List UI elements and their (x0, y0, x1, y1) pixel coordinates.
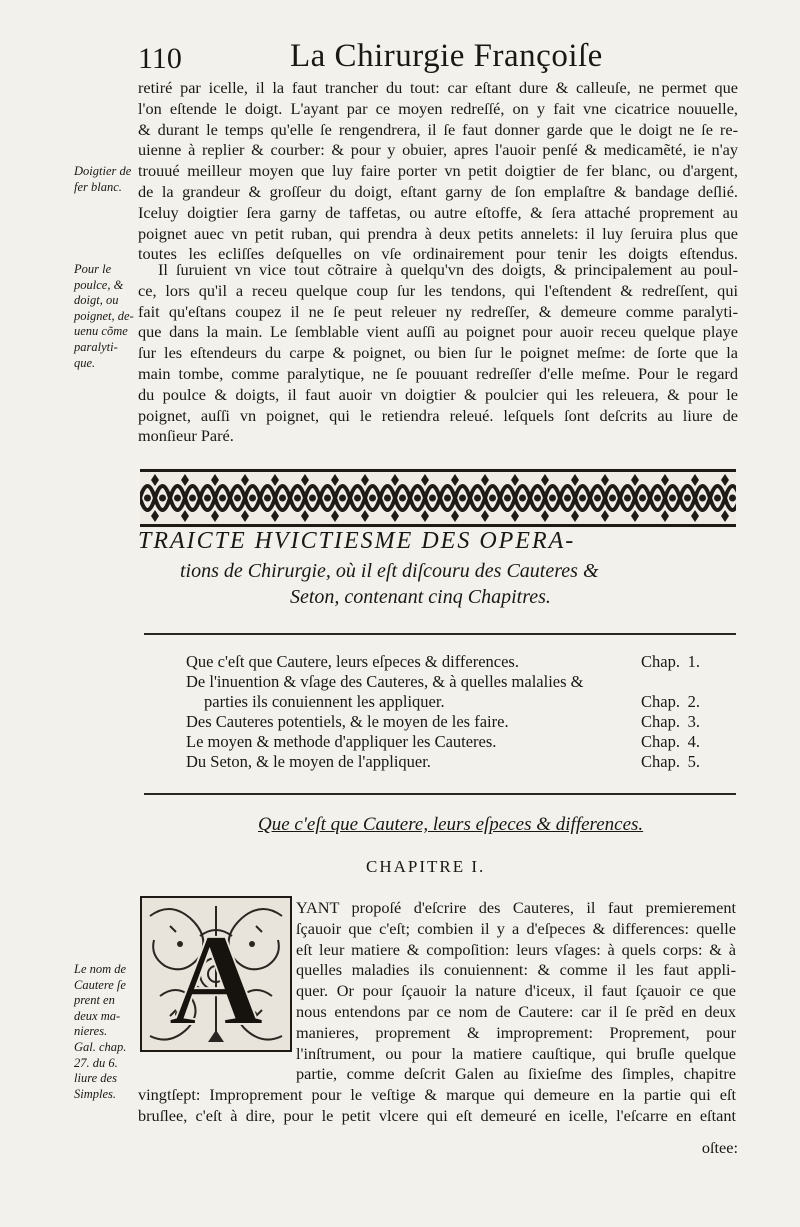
margin-note-line: fer blanc. (74, 179, 122, 194)
chapter-list-ref: Chap. 1. (641, 652, 700, 671)
divider-rule (144, 633, 736, 635)
text-line: du poulce & doigts, il faut auoir vn doigtier & poulcier qui les releuera, & pour le (138, 384, 738, 404)
chapter-list-item (186, 712, 716, 732)
text-line: bruſlee, c'eſt à dire, pour le petit vlcere qui eſt demeuré en icelle, l'eſcarre en eſtant (138, 1105, 736, 1125)
chapter-list-title: De l'inuention & vſage des Cauteres, & à quelles malalies & (186, 672, 584, 691)
treatise-title-line2: tions de Chirurgie, où il eſt diſcouru des Cauteres & (180, 560, 599, 582)
chapter-list-item (186, 672, 716, 692)
margin-note-line: que. (74, 355, 96, 370)
top-paragraph (138, 78, 738, 265)
text-line: partie, comme deſcrit Galen au ſixieſme des ſimples, chapitre (296, 1064, 736, 1084)
chapter-list-item (186, 752, 716, 772)
running-title: La Chirurgie Françoiſe (290, 38, 603, 74)
ornament-band (140, 468, 736, 528)
text-line: fait qu'eſtans coupez il ne ſe peut releuer ny redreſſer, & demeure comme paralyti- (138, 301, 738, 321)
chapter-list (186, 652, 716, 772)
margin-note-line: poignet, de- (74, 308, 134, 323)
chapter-list-title: Des Cauteres potentiels, & le moyen de les faire. (186, 712, 509, 731)
text-line: nous entendons par ce nom de Cautere: car il ſe prẽd en deux (296, 1001, 736, 1021)
margin-note-doigtier (74, 164, 134, 195)
chapter-list-title: Que c'eſt que Cautere, leurs eſpeces & differences. (186, 652, 519, 671)
catchword: oſtee: (701, 1138, 738, 1157)
chapter-list-ref: Chap. 2. (641, 692, 700, 711)
text-line: Il ſuruient vn vice tout cõtraire à quelqu'vn des doigts, & principalement au poul- (158, 260, 738, 279)
margin-note-line: Le nom de (74, 962, 127, 976)
text-line: ſçauoir que c'eſt; combien il y a d'eſpeces & differences: quelle (296, 918, 736, 938)
margin-note-cautere (74, 962, 134, 1102)
chapter-intro (296, 898, 736, 1085)
margin-note-line: paralyti- (74, 339, 118, 354)
margin-note-line: deux ma- (74, 1008, 121, 1023)
text-line: & durant le temps qu'elle ſe rengendrera, il ſe faut donner garde que le doigt ne ſe re- (138, 119, 738, 139)
margin-note-line: Gal. chap. (74, 1039, 127, 1054)
text-line: poignet, auſſi vn poignet, qui le retiendra releué. leſquels ſont deſcrits au liure de (138, 405, 738, 425)
text-line: de la grandeur & groſſeur du doigt, eſtant garny de ſon emplaſtre & bandage deſlié. (138, 181, 738, 201)
text-line: uienne à replier & courber: & pour y obuier, apres l'auoir penſé & medicamẽté, ie n'ay (138, 140, 738, 160)
margin-note-line: Simples. (74, 1086, 117, 1101)
margin-note-line: prent en (74, 993, 115, 1008)
text-line: monſieur Paré. (138, 426, 234, 446)
section-title: Que c'eſt que Cautere, leurs eſpeces & differences. (258, 814, 644, 835)
text-line: quer. Or pour ſçauoir la nature d'iceux, il faut ſçauoir ce que (296, 981, 736, 1001)
margin-note-line: poulce, & (74, 277, 124, 292)
chapter-list-item (186, 692, 716, 712)
margin-note-line: liure des (74, 1071, 117, 1086)
margin-note-line: Pour le (74, 262, 112, 276)
text-line: YANT propoſé d'eſcrire des Cauteres, il faut premierement (296, 898, 736, 917)
text-line: quelles maladies ils conuiennent: & comme il les faut appli- (296, 960, 736, 980)
chapter-list-title: parties ils conuiennent les appliquer. (204, 692, 445, 711)
chapter-list-item (186, 732, 716, 752)
margin-note-line: nieres. (74, 1024, 108, 1039)
text-line: ce, lors qu'il a receu quelque coup ſur les tendons, qui l'eſtendent & redreſſent, qui (138, 280, 738, 300)
text-line: l'on eſtende le doigt. L'ayant par ce moyen redreſſé, on y fait vne cicatrice nouuelle, (138, 98, 738, 118)
treatise-title-line1: TRAICTE HVICTIESME DES OPERA- (138, 528, 576, 554)
margin-note-line: 27. du 6. (74, 1055, 118, 1070)
treatise-title (138, 528, 738, 612)
chapter-list-ref: Chap. 4. (641, 732, 700, 751)
chapter-heading: CHAPITRE I. (366, 857, 486, 876)
margin-note-poulce (74, 262, 134, 371)
text-line: l'inſtrument, ou pour la matiere cauſtique, qui bruſle quelque (296, 1043, 736, 1063)
page-header (0, 38, 800, 78)
second-paragraph (138, 260, 738, 447)
text-line: manieres, proprement & improprement: Proprement, pour (296, 1022, 736, 1042)
text-line: trouué meilleur moyen que luy faire porter vn petit doigtier de fer blanc, ou d'argent, (138, 161, 738, 181)
margin-note-line: doigt, ou (74, 293, 119, 308)
text-line: retiré par icelle, il la faut trancher du tout: car eſtant dure & calleuſe, ne permet que (138, 78, 738, 97)
chapter-list-title: Le moyen & methode d'appliquer les Cauteres. (186, 732, 497, 751)
chapter-list-ref: Chap. 5. (641, 752, 700, 771)
text-line: poignet auec vn petit ruban, qui prendra à deux petits annelets: il luy ſeruira plus que (138, 223, 738, 243)
margin-note-line: Cautere ſe (74, 977, 126, 992)
drop-cap-letter: A (168, 906, 264, 1052)
chapter-body (138, 1085, 736, 1127)
page-number: 110 (138, 42, 182, 75)
text-line: ſur les eſtendeurs du carpe & poignet, ou bien ſur le poignet meſme: de ſorte que la (138, 343, 738, 363)
chapter-list-title: Du Seton, & le moyen de l'appliquer. (186, 752, 431, 771)
chapter-list-ref: Chap. 3. (641, 712, 700, 731)
margin-note-line: uenu cõme (74, 324, 128, 339)
text-line: main tombe, comme paralytique, ne ſe pouuant redreſſer d'elle meſme. Pour le regard (138, 363, 738, 383)
text-line: toutes les ecliſſes deſquelles on vſe ordinairement pour tenir les doigts eſtendus. (138, 244, 738, 264)
text-line: Iceluy doigtier ſera garny de taffetas, ou autre eſtoffe, & ſera attaché proprement au (138, 202, 738, 222)
margin-note-line: Doigtier de (74, 164, 132, 178)
divider-rule (144, 793, 736, 795)
chapter-list-item (186, 652, 716, 672)
text-line: eſt leur matiere & compoſition: leurs vſages: à quels corps: & à (296, 939, 736, 959)
treatise-title-line3: Seton, contenant cinq Chapitres. (290, 586, 551, 608)
decorated-initial (140, 896, 292, 1052)
text-line: que dans la main. Le ſemblable vient auſſi au poignet pour auoir receu quelque playe (138, 322, 738, 342)
text-line: vingtſept: Improprement pour le veſtige & marque qui demeure en la partie qui eſt (138, 1085, 736, 1104)
